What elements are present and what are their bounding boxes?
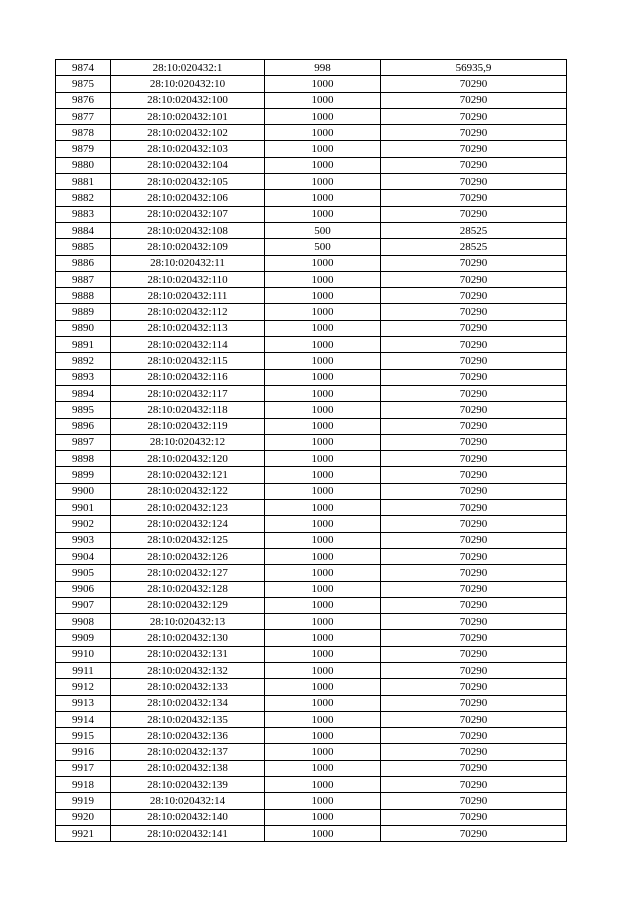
cadastral-number-cell: 28:10:020432:106: [111, 190, 265, 206]
table-row: [56, 500, 567, 516]
table-row: [56, 402, 567, 418]
value-cell: 70290: [381, 434, 567, 450]
area-cell: 1000: [265, 76, 381, 92]
row-number-cell: 9890: [56, 320, 111, 336]
row-number-cell: 9902: [56, 516, 111, 532]
value-cell: 70290: [381, 320, 567, 336]
value-cell: 70290: [381, 190, 567, 206]
area-cell: 1000: [265, 271, 381, 287]
area-cell: 1000: [265, 108, 381, 124]
cadastral-number-cell: 28:10:020432:126: [111, 548, 265, 564]
row-number-cell: 9880: [56, 157, 111, 173]
cadastral-number-cell: 28:10:020432:138: [111, 760, 265, 776]
table-row: [56, 809, 567, 825]
row-number-cell: 9883: [56, 206, 111, 222]
row-number-cell: 9904: [56, 548, 111, 564]
cadastral-number-cell: 28:10:020432:121: [111, 467, 265, 483]
value-cell: 70290: [381, 777, 567, 793]
area-cell: 1000: [265, 434, 381, 450]
area-cell: 1000: [265, 646, 381, 662]
area-cell: 1000: [265, 174, 381, 190]
area-cell: 1000: [265, 630, 381, 646]
table-row: [56, 92, 567, 108]
table-row: [56, 793, 567, 809]
table-row: [56, 760, 567, 776]
cadastral-number-cell: 28:10:020432:13: [111, 614, 265, 630]
cadastral-number-cell: 28:10:020432:127: [111, 565, 265, 581]
area-cell: 1000: [265, 662, 381, 678]
value-cell: 70290: [381, 304, 567, 320]
value-cell: 70290: [381, 597, 567, 613]
area-cell: 1000: [265, 92, 381, 108]
value-cell: 70290: [381, 92, 567, 108]
value-cell: 70290: [381, 548, 567, 564]
table-row: [56, 337, 567, 353]
cadastral-number-cell: 28:10:020432:122: [111, 483, 265, 499]
row-number-cell: 9881: [56, 174, 111, 190]
table-row: [56, 353, 567, 369]
area-cell: 1000: [265, 825, 381, 841]
table-row: [56, 728, 567, 744]
table-row: [56, 385, 567, 401]
table-row: [56, 679, 567, 695]
table-row: [56, 777, 567, 793]
value-cell: 70290: [381, 451, 567, 467]
row-number-cell: 9918: [56, 777, 111, 793]
area-cell: 1000: [265, 337, 381, 353]
value-cell: 70290: [381, 255, 567, 271]
cadastral-number-cell: 28:10:020432:14: [111, 793, 265, 809]
area-cell: 1000: [265, 548, 381, 564]
cadastral-number-cell: 28:10:020432:101: [111, 108, 265, 124]
value-cell: 70290: [381, 157, 567, 173]
area-cell: 1000: [265, 190, 381, 206]
cadastral-number-cell: 28:10:020432:118: [111, 402, 265, 418]
row-number-cell: 9888: [56, 288, 111, 304]
table-row: [56, 304, 567, 320]
table-row: [56, 255, 567, 271]
area-cell: 1000: [265, 679, 381, 695]
area-cell: 1000: [265, 728, 381, 744]
area-cell: 1000: [265, 581, 381, 597]
row-number-cell: 9887: [56, 271, 111, 287]
cadastral-number-cell: 28:10:020432:120: [111, 451, 265, 467]
table-row: [56, 532, 567, 548]
row-number-cell: 9916: [56, 744, 111, 760]
table-row: [56, 239, 567, 255]
table-row: [56, 157, 567, 173]
cadastral-number-cell: 28:10:020432:134: [111, 695, 265, 711]
table-row: [56, 288, 567, 304]
cadastral-number-cell: 28:10:020432:124: [111, 516, 265, 532]
value-cell: 70290: [381, 809, 567, 825]
area-cell: 1000: [265, 597, 381, 613]
area-cell: 1000: [265, 614, 381, 630]
row-number-cell: 9900: [56, 483, 111, 499]
row-number-cell: 9895: [56, 402, 111, 418]
row-number-cell: 9917: [56, 760, 111, 776]
row-number-cell: 9897: [56, 434, 111, 450]
table-row: [56, 206, 567, 222]
cadastral-number-cell: 28:10:020432:139: [111, 777, 265, 793]
row-number-cell: 9905: [56, 565, 111, 581]
value-cell: 70290: [381, 728, 567, 744]
row-number-cell: 9886: [56, 255, 111, 271]
area-cell: 1000: [265, 565, 381, 581]
cadastral-number-cell: 28:10:020432:109: [111, 239, 265, 255]
area-cell: 1000: [265, 288, 381, 304]
cadastral-number-cell: 28:10:020432:128: [111, 581, 265, 597]
table-row: [56, 76, 567, 92]
row-number-cell: 9898: [56, 451, 111, 467]
value-cell: 70290: [381, 646, 567, 662]
row-number-cell: 9906: [56, 581, 111, 597]
value-cell: 70290: [381, 532, 567, 548]
cadastral-number-cell: 28:10:020432:112: [111, 304, 265, 320]
value-cell: 70290: [381, 174, 567, 190]
row-number-cell: 9884: [56, 222, 111, 238]
area-cell: 1000: [265, 516, 381, 532]
value-cell: 70290: [381, 565, 567, 581]
value-cell: 70290: [381, 760, 567, 776]
area-cell: 1000: [265, 793, 381, 809]
cadastral-number-cell: 28:10:020432:115: [111, 353, 265, 369]
value-cell: 70290: [381, 288, 567, 304]
parcel-table: [55, 59, 567, 842]
table-row: [56, 825, 567, 841]
row-number-cell: 9910: [56, 646, 111, 662]
area-cell: 1000: [265, 500, 381, 516]
row-number-cell: 9875: [56, 76, 111, 92]
row-number-cell: 9878: [56, 125, 111, 141]
row-number-cell: 9913: [56, 695, 111, 711]
cadastral-number-cell: 28:10:020432:10: [111, 76, 265, 92]
cadastral-number-cell: 28:10:020432:110: [111, 271, 265, 287]
table-row: [56, 125, 567, 141]
value-cell: 56935,9: [381, 60, 567, 76]
row-number-cell: 9911: [56, 662, 111, 678]
value-cell: 70290: [381, 744, 567, 760]
value-cell: 70290: [381, 630, 567, 646]
value-cell: 70290: [381, 614, 567, 630]
table-row: [56, 222, 567, 238]
area-cell: 1000: [265, 369, 381, 385]
value-cell: 70290: [381, 516, 567, 532]
table-row: [56, 320, 567, 336]
area-cell: 1000: [265, 255, 381, 271]
row-number-cell: 9877: [56, 108, 111, 124]
value-cell: 70290: [381, 385, 567, 401]
table-row: [56, 646, 567, 662]
table-row: [56, 174, 567, 190]
value-cell: 70290: [381, 679, 567, 695]
value-cell: 70290: [381, 467, 567, 483]
table-row: [56, 190, 567, 206]
cadastral-number-cell: 28:10:020432:130: [111, 630, 265, 646]
row-number-cell: 9896: [56, 418, 111, 434]
area-cell: 1000: [265, 451, 381, 467]
value-cell: 70290: [381, 662, 567, 678]
row-number-cell: 9894: [56, 385, 111, 401]
value-cell: 70290: [381, 418, 567, 434]
area-cell: 500: [265, 222, 381, 238]
area-cell: 1000: [265, 402, 381, 418]
table-row: [56, 565, 567, 581]
table-row: [56, 434, 567, 450]
area-cell: 1000: [265, 418, 381, 434]
row-number-cell: 9891: [56, 337, 111, 353]
row-number-cell: 9914: [56, 711, 111, 727]
cadastral-number-cell: 28:10:020432:11: [111, 255, 265, 271]
row-number-cell: 9893: [56, 369, 111, 385]
area-cell: 1000: [265, 760, 381, 776]
cadastral-number-cell: 28:10:020432:111: [111, 288, 265, 304]
value-cell: 70290: [381, 206, 567, 222]
table-row: [56, 744, 567, 760]
cadastral-number-cell: 28:10:020432:116: [111, 369, 265, 385]
cadastral-number-cell: 28:10:020432:136: [111, 728, 265, 744]
area-cell: 1000: [265, 157, 381, 173]
cadastral-number-cell: 28:10:020432:114: [111, 337, 265, 353]
value-cell: 70290: [381, 402, 567, 418]
row-number-cell: 9874: [56, 60, 111, 76]
row-number-cell: 9912: [56, 679, 111, 695]
cadastral-number-cell: 28:10:020432:133: [111, 679, 265, 695]
area-cell: 1000: [265, 744, 381, 760]
cadastral-number-cell: 28:10:020432:12: [111, 434, 265, 450]
table-row: [56, 516, 567, 532]
value-cell: 70290: [381, 108, 567, 124]
row-number-cell: 9908: [56, 614, 111, 630]
value-cell: 70290: [381, 581, 567, 597]
value-cell: 70290: [381, 353, 567, 369]
table-row: [56, 483, 567, 499]
area-cell: 1000: [265, 467, 381, 483]
table-row: [56, 271, 567, 287]
value-cell: 70290: [381, 141, 567, 157]
value-cell: 70290: [381, 483, 567, 499]
area-cell: 1000: [265, 320, 381, 336]
value-cell: 70290: [381, 711, 567, 727]
table-row: [56, 418, 567, 434]
parcel-table-body: [56, 60, 567, 842]
area-cell: 1000: [265, 777, 381, 793]
area-cell: 1000: [265, 353, 381, 369]
row-number-cell: 9879: [56, 141, 111, 157]
area-cell: 1000: [265, 695, 381, 711]
row-number-cell: 9889: [56, 304, 111, 320]
cadastral-number-cell: 28:10:020432:131: [111, 646, 265, 662]
table-row: [56, 581, 567, 597]
table-row: [56, 451, 567, 467]
row-number-cell: 9903: [56, 532, 111, 548]
table-row: [56, 695, 567, 711]
row-number-cell: 9882: [56, 190, 111, 206]
value-cell: 70290: [381, 76, 567, 92]
row-number-cell: 9915: [56, 728, 111, 744]
area-cell: 1000: [265, 125, 381, 141]
table-row: [56, 662, 567, 678]
table-row: [56, 630, 567, 646]
row-number-cell: 9885: [56, 239, 111, 255]
table-row: [56, 467, 567, 483]
area-cell: 1000: [265, 141, 381, 157]
cadastral-number-cell: 28:10:020432:137: [111, 744, 265, 760]
row-number-cell: 9921: [56, 825, 111, 841]
area-cell: 1000: [265, 711, 381, 727]
area-cell: 1000: [265, 532, 381, 548]
table-row: [56, 614, 567, 630]
value-cell: 70290: [381, 793, 567, 809]
value-cell: 70290: [381, 337, 567, 353]
area-cell: 1000: [265, 385, 381, 401]
cadastral-number-cell: 28:10:020432:129: [111, 597, 265, 613]
row-number-cell: 9919: [56, 793, 111, 809]
cadastral-number-cell: 28:10:020432:100: [111, 92, 265, 108]
table-row: [56, 108, 567, 124]
value-cell: 70290: [381, 695, 567, 711]
cadastral-number-cell: 28:10:020432:141: [111, 825, 265, 841]
value-cell: 70290: [381, 271, 567, 287]
table-row: [56, 548, 567, 564]
cadastral-number-cell: 28:10:020432:1: [111, 60, 265, 76]
row-number-cell: 9876: [56, 92, 111, 108]
row-number-cell: 9892: [56, 353, 111, 369]
area-cell: 500: [265, 239, 381, 255]
cadastral-number-cell: 28:10:020432:140: [111, 809, 265, 825]
cadastral-number-cell: 28:10:020432:108: [111, 222, 265, 238]
cadastral-number-cell: 28:10:020432:104: [111, 157, 265, 173]
cadastral-number-cell: 28:10:020432:119: [111, 418, 265, 434]
area-cell: 1000: [265, 483, 381, 499]
area-cell: 1000: [265, 809, 381, 825]
table-row: [56, 60, 567, 76]
row-number-cell: 9909: [56, 630, 111, 646]
value-cell: 70290: [381, 125, 567, 141]
area-cell: 998: [265, 60, 381, 76]
table-row: [56, 141, 567, 157]
cadastral-number-cell: 28:10:020432:105: [111, 174, 265, 190]
cadastral-number-cell: 28:10:020432:113: [111, 320, 265, 336]
value-cell: 70290: [381, 825, 567, 841]
row-number-cell: 9901: [56, 500, 111, 516]
cadastral-number-cell: 28:10:020432:123: [111, 500, 265, 516]
value-cell: 28525: [381, 222, 567, 238]
area-cell: 1000: [265, 304, 381, 320]
table-row: [56, 597, 567, 613]
table-row: [56, 711, 567, 727]
table-row: [56, 369, 567, 385]
cadastral-number-cell: 28:10:020432:117: [111, 385, 265, 401]
row-number-cell: 9907: [56, 597, 111, 613]
cadastral-number-cell: 28:10:020432:107: [111, 206, 265, 222]
value-cell: 28525: [381, 239, 567, 255]
cadastral-number-cell: 28:10:020432:132: [111, 662, 265, 678]
value-cell: 70290: [381, 369, 567, 385]
row-number-cell: 9899: [56, 467, 111, 483]
value-cell: 70290: [381, 500, 567, 516]
cadastral-number-cell: 28:10:020432:125: [111, 532, 265, 548]
area-cell: 1000: [265, 206, 381, 222]
cadastral-number-cell: 28:10:020432:102: [111, 125, 265, 141]
cadastral-number-cell: 28:10:020432:103: [111, 141, 265, 157]
cadastral-number-cell: 28:10:020432:135: [111, 711, 265, 727]
row-number-cell: 9920: [56, 809, 111, 825]
